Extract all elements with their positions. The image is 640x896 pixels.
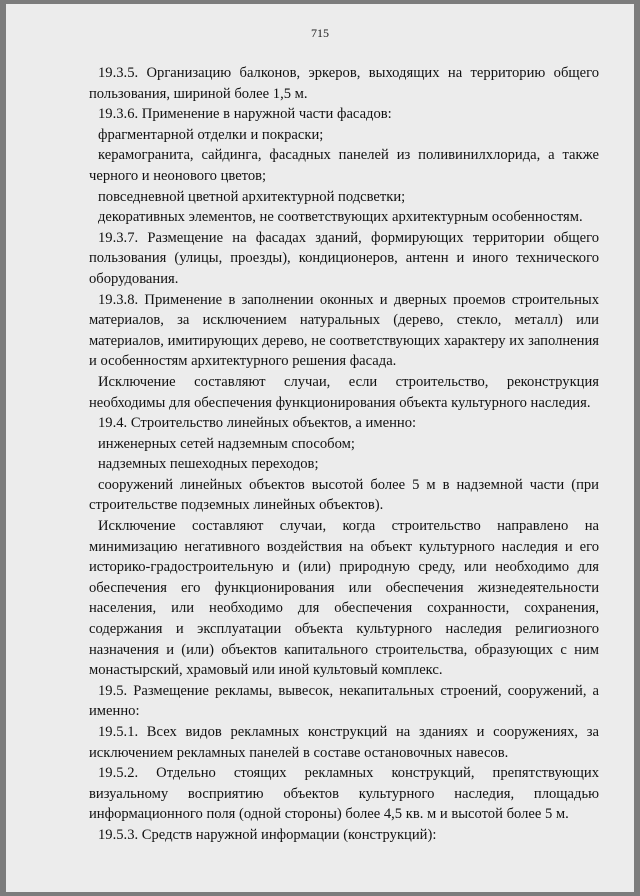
- list-item: фрагментарной отделки и покраски;: [98, 126, 324, 143]
- paragraph-19-4: 19.4. Строительство линейных объектов, а именно:: [98, 415, 417, 432]
- page-number: 715: [311, 26, 329, 40]
- list-item: сооружений линейных объектов высотой более 5 м в надземной части (при строительстве подземных линейных объектов).: [89, 476, 599, 514]
- exception-paragraph: Исключение составляют случаи, когда строительство направлено на минимизацию негативного воздействия на объект культурного наследия и его историко-градостроительную и (или) природную среду, или необходимо для обеспечения его функционирования или обеспечения жизнедеятельности населения, или необходимо для обеспечения сохранности, сохранения, содержания и эксплуатации объекта культурного наследия религиозного назначения и (или) объектов капитального строительства, образующих с ним монастырский, храмовый или иной культовый комплекс.: [89, 518, 599, 679]
- paragraph-19-5: 19.5. Размещение рекламы, вывесок, некапитальных строений, сооружений, а именно:: [89, 682, 599, 720]
- list-item: надземных пешеходных переходов;: [98, 456, 319, 473]
- list-item: инженерных сетей надземным способом;: [98, 435, 355, 452]
- paragraph-19-5-3: 19.5.3. Средств наружной информации (конструкций):: [98, 826, 437, 843]
- paragraph-19-3-6: 19.3.6. Применение в наружной части фасадов:: [98, 106, 392, 123]
- paragraph-19-3-5: 19.3.5. Организацию балконов, эркеров, выходящих на территорию общего пользования, шириной более 1,5 м.: [89, 65, 599, 102]
- document-body: [89, 63, 599, 846]
- paragraph-19-5-1: 19.5.1. Всех видов рекламных конструкций на зданиях и сооружениях, за исключением рекламных панелей в составе остановочных навесов.: [89, 724, 599, 761]
- paragraph-19-5-2: 19.5.2. Отдельно стоящих рекламных конструкций, препятствующих визуальному восприятию объектов культурного наследия, площадью информационного поля (одной стороны) более 4,5 кв. м и высотой более 5 м.: [89, 765, 599, 823]
- paragraph-19-3-8: 19.3.8. Применение в заполнении оконных и дверных проемов строительных материалов, за исключением натуральных (дерево, стекло, металл) или материалов, имитирующих дерево, не соответствующих характеру их заполнения и особенностям архитектурного решения фасада.: [89, 291, 599, 370]
- paragraph-19-3-7: 19.3.7. Размещение на фасадах зданий, формирующих территории общего пользования (улицы, проезды), кондиционеров, антенн и иного технического оборудования.: [89, 229, 599, 287]
- list-item: декоративных элементов, не соответствующих архитектурным особенностям.: [98, 209, 583, 226]
- list-item: повседневной цветной архитектурной подсветки;: [98, 188, 406, 205]
- list-item: керамогранита, сайдинга, фасадных панелей из поливинилхлорида, а также черного и неонового цветов;: [89, 147, 599, 184]
- document-page: [6, 4, 634, 892]
- exception-paragraph: Исключение составляют случаи, если строительство, реконструкция необходимы для обеспечения функционирования объекта культурного наследия.: [89, 373, 599, 411]
